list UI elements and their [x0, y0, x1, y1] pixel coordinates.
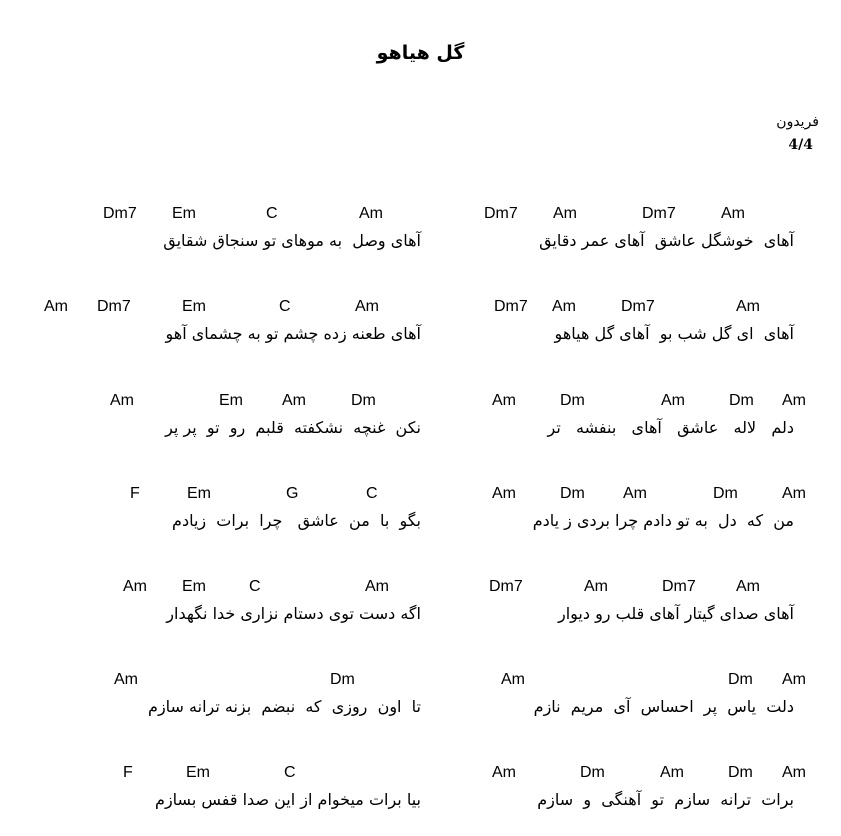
chord-symbol: F — [123, 764, 133, 781]
chord-symbol: Dm — [728, 671, 753, 688]
chord-symbol: Dm — [351, 392, 376, 409]
chord-symbol: Am — [282, 392, 306, 409]
chord-symbol: Dm — [729, 392, 754, 409]
chord-symbol: Am — [110, 392, 134, 409]
lyric-line: آهای خوشگل عاشق آهای عمر دقایق — [539, 231, 794, 250]
chord-symbol: Dm — [580, 764, 605, 781]
song-title: گل هیاهو — [376, 42, 465, 64]
chord-symbol: Dm — [560, 392, 585, 409]
lyric-line: دلم لاله عاشق آهای بنفشه تر — [547, 418, 794, 437]
chord-symbol: Am — [355, 298, 379, 315]
chord-symbol: Am — [782, 671, 806, 688]
chord-symbol: Dm — [330, 671, 355, 688]
chord-symbol: Dm — [713, 485, 738, 502]
chord-symbol: Am — [359, 205, 383, 222]
chord-symbol: Dm7 — [484, 205, 518, 222]
lyric-line: آهای ای گل شب بو آهای گل هیاهو — [554, 324, 794, 343]
time-signature: 4/4 — [788, 137, 813, 153]
lyric-line: آهای طعنه زده چشم تو به چشمای آهو — [165, 324, 421, 343]
chord-symbol: Dm7 — [97, 298, 131, 315]
chord-symbol: C — [266, 205, 278, 222]
lyric-line: بیا برات میخوام از این صدا قفس بسازم — [155, 790, 421, 809]
chord-symbol: Am — [661, 392, 685, 409]
chord-symbol: F — [130, 485, 140, 502]
chord-symbol: Dm7 — [662, 578, 696, 595]
chord-symbol: Am — [736, 298, 760, 315]
chord-symbol: Am — [782, 392, 806, 409]
composer-name: فریدون — [776, 114, 819, 130]
lyric-line: اگه دست توی دستام نزاری خدا نگهدار — [166, 604, 421, 623]
chord-symbol: Am — [623, 485, 647, 502]
chord-symbol: Am — [660, 764, 684, 781]
chord-symbol: Am — [553, 205, 577, 222]
chord-symbol: Dm7 — [642, 205, 676, 222]
chord-symbol: Dm7 — [494, 298, 528, 315]
lyric-line: نکن غنچه نشکفته قلبم رو تو پر پر — [165, 418, 421, 437]
chord-symbol: C — [279, 298, 291, 315]
chord-symbol: Am — [365, 578, 389, 595]
chord-symbol: Dm7 — [489, 578, 523, 595]
chord-symbol: Am — [492, 392, 516, 409]
chord-symbol: C — [284, 764, 296, 781]
chord-symbol: Em — [186, 764, 210, 781]
chord-symbol: Am — [552, 298, 576, 315]
chord-symbol: Am — [114, 671, 138, 688]
lyric-line: دلت یاس پر احساس آی مریم نازم — [533, 697, 794, 716]
lyric-line: برات ترانه سازم تو آهنگی و سازم — [537, 790, 794, 809]
lyric-line: آهای وصل به موهای تو سنجاق شقایق — [163, 231, 421, 250]
chord-symbol: C — [366, 485, 378, 502]
chord-symbol: Em — [182, 298, 206, 315]
chord-symbol: Dm — [560, 485, 585, 502]
chord-symbol: Em — [182, 578, 206, 595]
lyric-line: آهای صدای گیتار آهای قلب رو دیوار — [557, 604, 794, 623]
chord-symbol: G — [286, 485, 299, 502]
chord-symbol: Dm — [728, 764, 753, 781]
chord-symbol: Am — [501, 671, 525, 688]
chord-symbol: Am — [492, 485, 516, 502]
chord-symbol: Em — [187, 485, 211, 502]
chord-symbol: Dm7 — [621, 298, 655, 315]
chord-symbol: Am — [584, 578, 608, 595]
chord-symbol: Am — [123, 578, 147, 595]
chord-symbol: C — [249, 578, 261, 595]
chord-symbol: Am — [782, 485, 806, 502]
lyric-line: بگو با من عاشق چرا برات زیادم — [172, 511, 421, 530]
chord-symbol: Em — [172, 205, 196, 222]
chord-symbol: Dm7 — [103, 205, 137, 222]
lyric-line: من که دل به تو دادم چرا بردی ز یادم — [532, 511, 794, 530]
lyric-line: تا اون روزی که نبضم بزنه ترانه سازم — [148, 697, 421, 716]
chord-symbol: Em — [219, 392, 243, 409]
chord-symbol: Am — [736, 578, 760, 595]
chord-symbol: Am — [44, 298, 68, 315]
chord-symbol: Am — [782, 764, 806, 781]
chord-symbol: Am — [492, 764, 516, 781]
chord-symbol: Am — [721, 205, 745, 222]
